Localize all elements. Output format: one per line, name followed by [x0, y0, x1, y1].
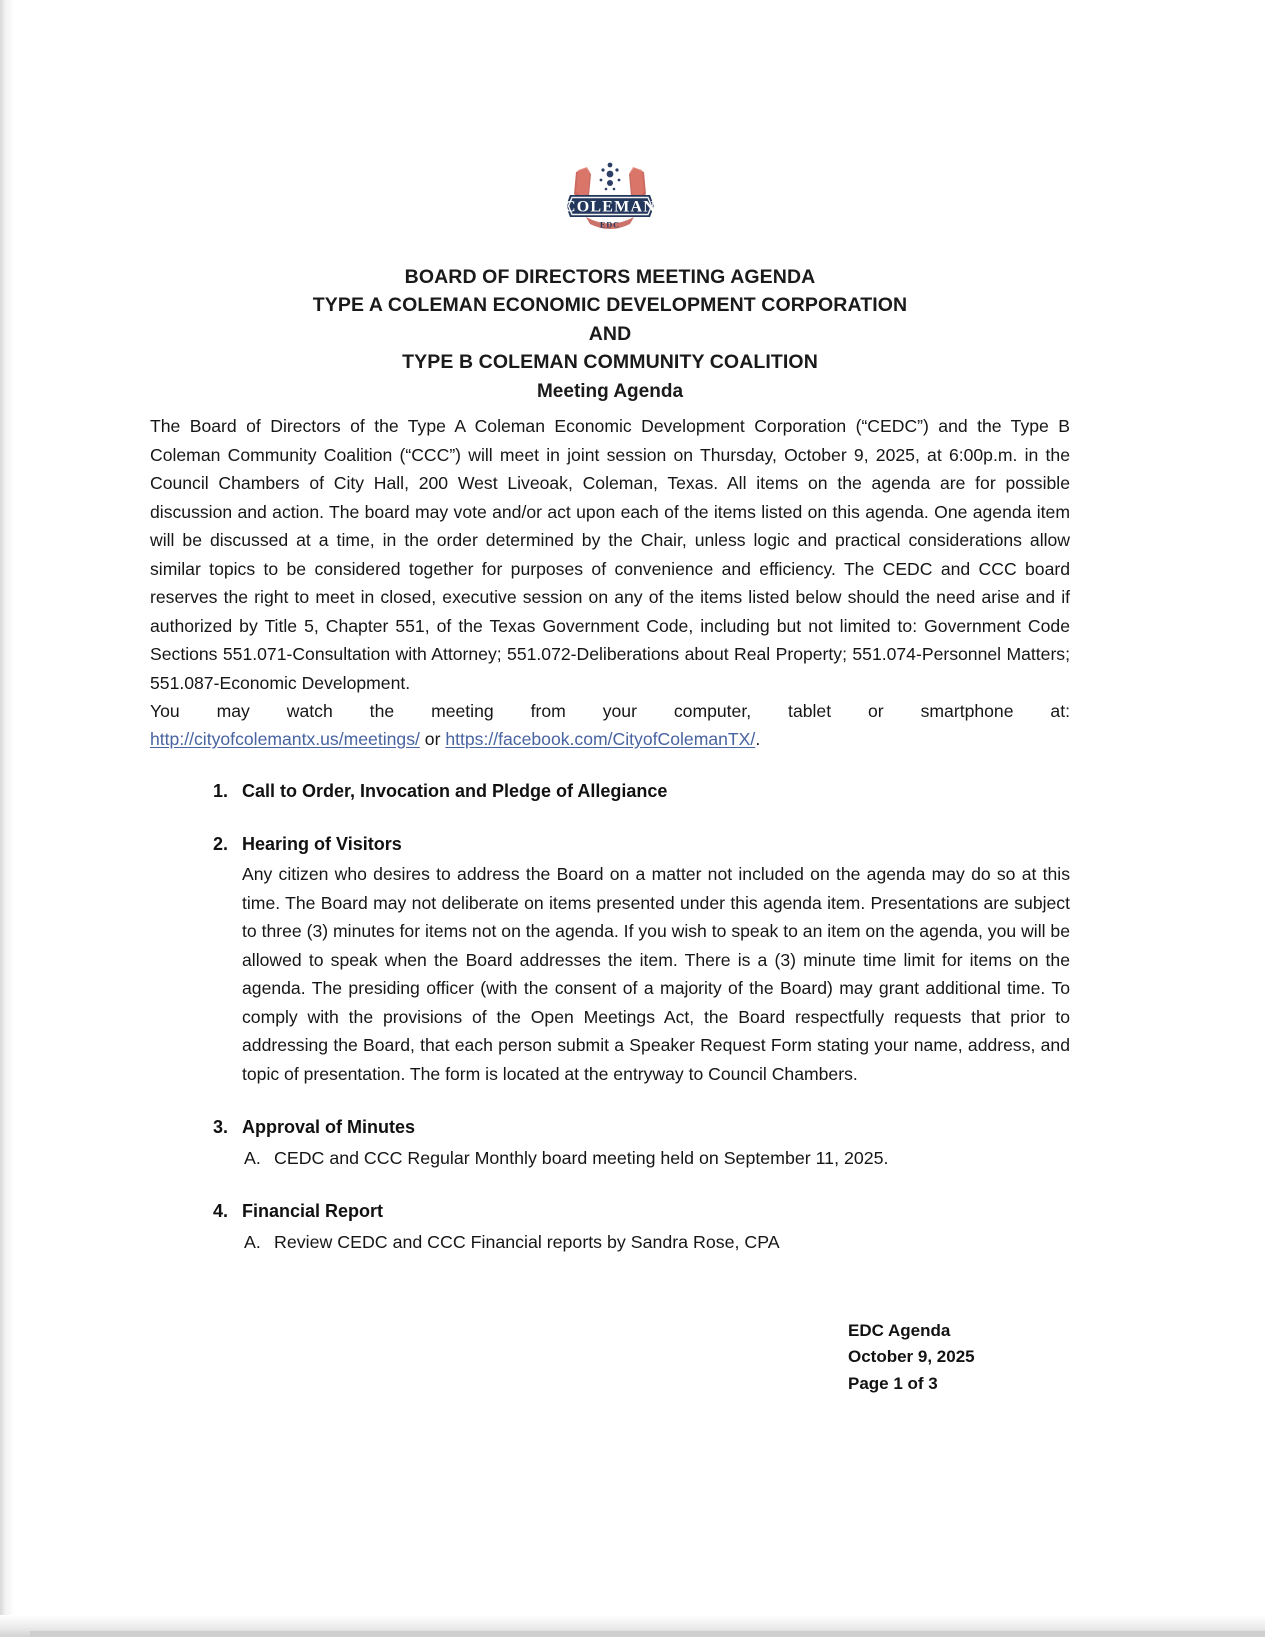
footer-page-number: Page 1 of 3 [848, 1373, 938, 1393]
footer-date: October 9, 2025 [848, 1347, 975, 1367]
agenda-item-2-title: Hearing of Visitors [242, 834, 402, 855]
agenda-item-1-number: 1. [212, 781, 228, 802]
agenda-item-2-number: 2. [212, 834, 228, 855]
agenda-item-1 [150, 778, 1070, 805]
footer-document-name: EDC Agenda [848, 1321, 951, 1340]
watch-meeting-line: You may watch the meeting from your computer, tablet or smartphone at: [150, 701, 1070, 722]
agenda-item-4-subitem-a [242, 1228, 1070, 1256]
scan-edge-bottom [0, 1615, 1265, 1637]
page-content [150, 150, 1070, 1282]
logo-container [150, 150, 1070, 237]
heading-line-3: AND [588, 322, 632, 345]
agenda-item-4-body [242, 1198, 1070, 1256]
agenda-item-3-subitem-a-letter: A. [244, 1148, 261, 1169]
heading-line-1: BOARD OF DIRECTORS MEETING AGENDA [404, 266, 816, 288]
heading-line-2: TYPE A COLEMAN ECONOMIC DEVELOPMENT CORPORATION [312, 294, 908, 317]
meeting-links-line [150, 726, 1070, 752]
agenda-item-4-number: 4. [212, 1201, 228, 1222]
agenda-item-3 [150, 1114, 1070, 1172]
agenda-item-3-subitem-a-text: CEDC and CCC Regular Monthly board meeting held on September 11, 2025. [274, 1148, 889, 1169]
heading-line-5: Meeting Agenda [536, 380, 684, 402]
agenda-item-2 [150, 831, 1070, 1088]
document-title-block [150, 263, 1070, 406]
agenda-item-list [150, 778, 1070, 1256]
agenda-item-4-title: Financial Report [242, 1201, 384, 1222]
agenda-item-3-body [242, 1114, 1070, 1172]
agenda-item-1-title: Call to Order, Invocation and Pledge of Allegiance [242, 781, 668, 802]
agenda-item-2-text: Any citizen who desires to address the Board on a matter not included on the agenda may do so at this time. The Board may not deliberate on items presented under this agenda item. Presentations are subject to three (3) minutes for items not on the agenda. If you wish to speak to an item on the agenda, you will be allowed to speak when the Board addresses the item. There is a (3) minute time limit for items on the agenda. The presiding officer (with the consent of a majority of the Board) may grant additional time. To comply with the provisions of the Open Meetings Act, the Board respectfully requests that prior to addressing the Board, that each person submit a Speaker Request Form stating your name, address, and topic of presentation. The form is located at the entryway to Council Chambers. [242, 864, 1070, 1084]
agenda-item-4-subitem-a-text: Review CEDC and CCC Financial reports by Sandra Rose, CPA [274, 1232, 780, 1253]
page-footer [848, 1318, 975, 1397]
svg-text:COLEMAN: COLEMAN [564, 198, 656, 216]
intro-paragraph: The Board of Directors of the Type A Coleman Economic Development Corporation (“CEDC”) and the Type B Coleman Community Coalition (“CCC”) will meet in joint session on Thursday, October 9, 2025, at 6:00p.m. in the Council Chambers of City Hall, 200 West Liveoak, Coleman, Texas. All items on the agenda are for possible discussion and action. The board may vote and/or act upon each of the items listed on this agenda. One agenda item will be discussed at a time, in the order determined by the Chair, unless logic and practical considerations allow similar topics to be considered together for purposes of convenience and efficiency. The CEDC and CCC board reserves the right to meet in closed, executive session on any of the items listed below should the need arise and if authorized by Title 5, Chapter 551, of the Texas Government Code, including but not limited to: Government Code Sections 551.071-Consultation with Attorney; 551.072-Deliberations about Real Property; 551.074-Personnel Matters; 551.087-Economic Development. [150, 416, 1070, 693]
agenda-item-2-body [242, 831, 1070, 1088]
link-trailing-period: . [755, 728, 761, 749]
heading-line-4: TYPE B COLEMAN COMMUNITY COALITION [402, 351, 818, 374]
link-separator: or [419, 728, 446, 749]
agenda-item-3-subitem-a [242, 1144, 1070, 1172]
facebook-page-link[interactable]: https://facebook.com/CityofColemanTX/ [445, 728, 756, 749]
scan-edge-bottom-strip [30, 1631, 1265, 1637]
agenda-item-3-number: 3. [212, 1117, 228, 1138]
coleman-edc-logo [556, 150, 664, 232]
svg-text:EDC: EDC [600, 220, 620, 230]
agenda-item-3-title: Approval of Minutes [242, 1117, 416, 1138]
meetings-page-link[interactable]: http://cityofcolemantx.us/meetings/ [150, 728, 420, 749]
intro-paragraph-block [150, 412, 1070, 752]
agenda-item-4-subitem-a-letter: A. [244, 1232, 261, 1253]
agenda-item-1-body [242, 778, 1070, 805]
agenda-item-4 [150, 1198, 1070, 1256]
scan-edge-left [0, 0, 14, 1637]
